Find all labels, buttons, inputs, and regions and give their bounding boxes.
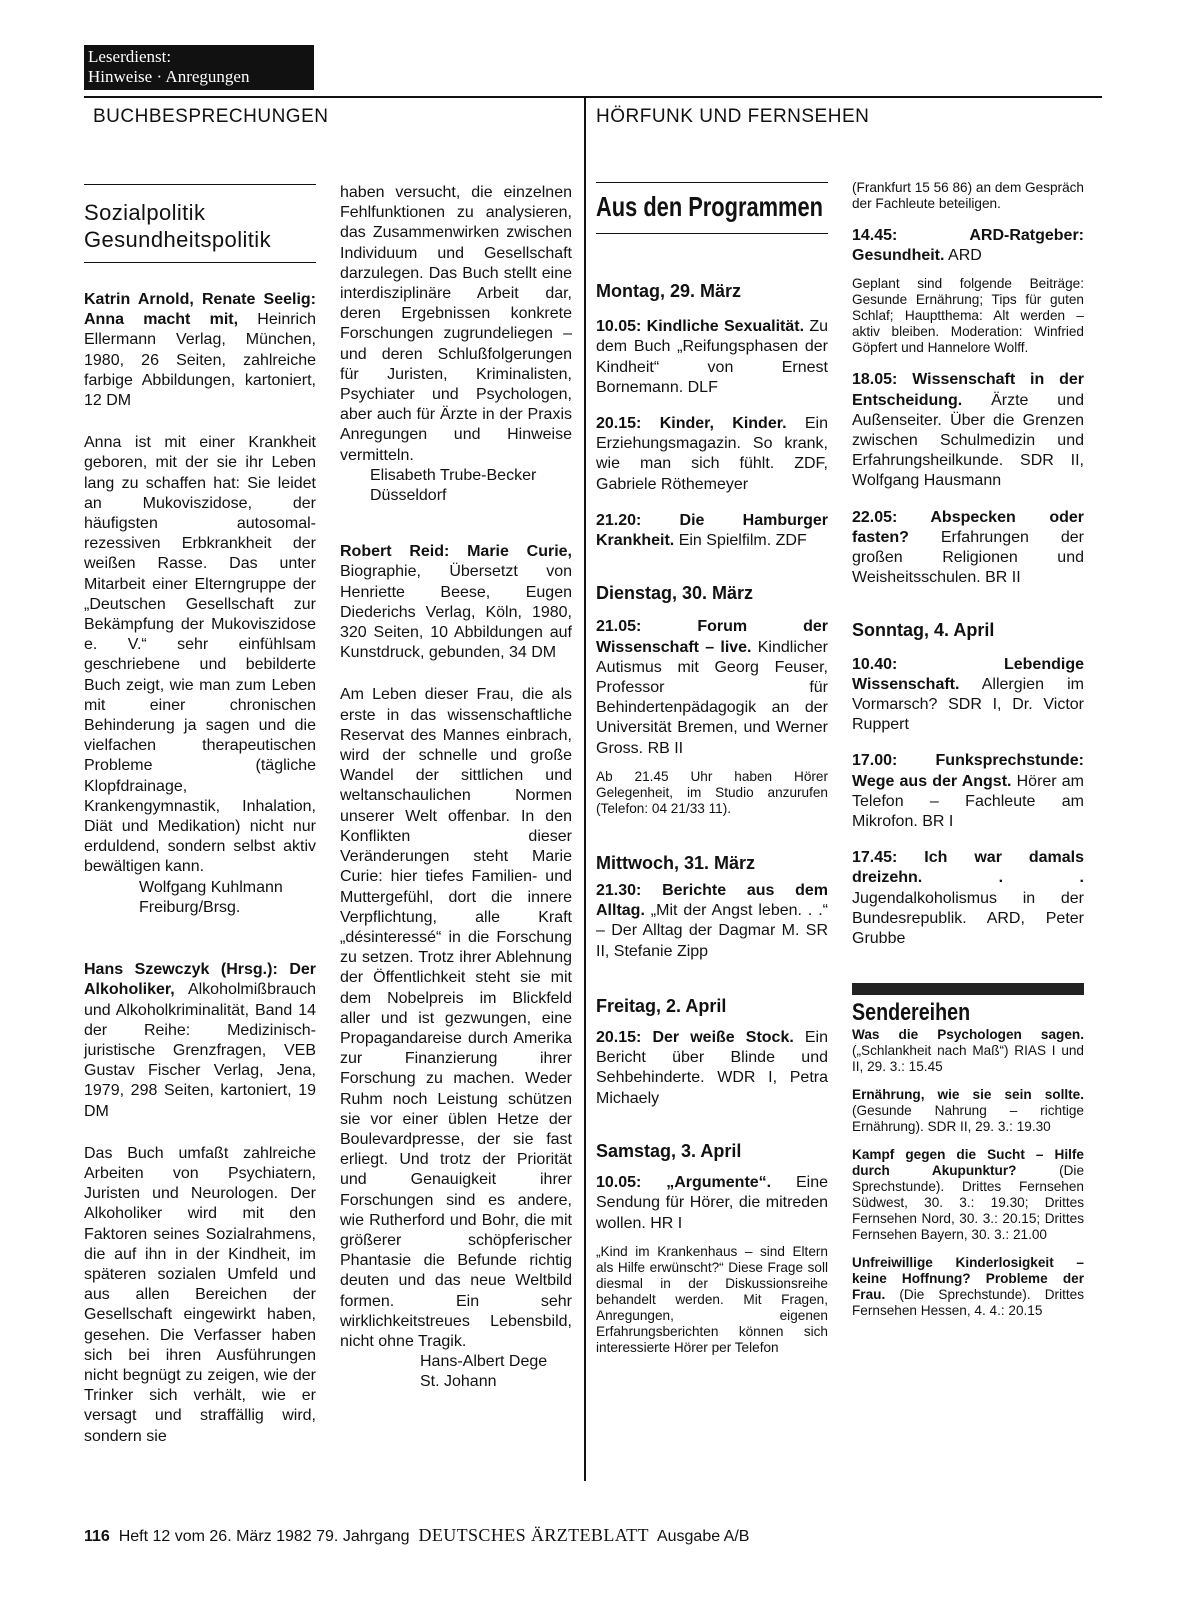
column-3	[596, 281, 828, 1356]
day-heading-monday: Montag, 29. März	[596, 281, 742, 301]
day-heading-sunday: Sonntag, 4. April	[852, 620, 995, 641]
book-2-details: Alkoholmißbrauch und Alkoholkriminalität, Band 14 der Reihe: Medizinisch-juristische Grenzfragen, VEB Gustav Fischer Verlag, Jena, 1979, 298 Seiten, kartoniert, 19 DM	[84, 981, 316, 1120]
book-1-review: Anna ist mit einer Krankheit geboren, mit der sie ihr Leben lang zu schaffen hat: Sie leidet an Mukoviszidose, der häufigsten autosomal-rezessiven Erbkrankheit der weißen Rasse. Das unter Mitarbeit einer Elterngruppe der „Deutschen Gesellschaft zur Bekämpfung der Mukoviszidose e. V.“ sehr einfühlsam geschriebene und bebilderte Buch zeigt, wie man zum Leben mit einer chronischen Behinderung ja sagen und die vielfachen therapeutischen Probleme (tägliche Klopfdrainage, Krankengymnastik, Inhalation, Diät und Medikation) nicht nur erduldend, sondern selbst aktiv bewältigen kann.	[84, 434, 316, 876]
book-1-details: Heinrich Ellermann Verlag, München, 1980, 26 Seiten, zahlreiche farbige Abbildungen, kartoniert, 12 DM	[84, 311, 316, 410]
programs-title: Aus den Programmen	[596, 191, 823, 222]
series-entry-title: Ernährung, wie sie sein sollte.	[852, 1087, 1084, 1103]
program-note: Geplant sind folgende Beiträge: Gesunde Ernährung; Tips für guten Schlaf; Hauptthema: Alt werden – aktiv bleiben. Moderation: Winfried Göpfert und Hannelore Wolff.	[852, 276, 1084, 356]
section-heading-books: BUCHBESPRECHUNGEN	[93, 106, 329, 127]
book-3-signature-place: St. Johann	[420, 1373, 497, 1391]
program-details: Ein Spielfilm. ZDF	[674, 532, 807, 550]
topic-rule-bottom	[84, 262, 316, 263]
program-entry	[852, 508, 1084, 589]
issue-info: Heft 12 vom 26. März 1982 79. Jahrgang	[118, 1528, 410, 1545]
series-entry-details: (Die Sprechstunde). Drittes Fernsehen Hessen, 4. 4.: 20.15	[852, 1287, 1084, 1319]
series-entry	[852, 1255, 1084, 1319]
book-3-details: Biographie, Übersetzt von Henriette Beese, Eugen Diederichs Verlag, Köln, 1980, 320 Seiten, 10 Abbildungen auf Kunstdruck, gebunden, 34 DM	[340, 563, 572, 662]
series-entry	[852, 1087, 1084, 1135]
program-details: „Mit der Angst leben. . .“ – Der Alltag der Dagmar M. SR II, Stefanie Zipp	[596, 902, 828, 960]
edition-info: Ausgabe A/B	[656, 1528, 750, 1545]
program-title: 21.30: Berichte aus dem Alltag.	[596, 882, 828, 920]
program-title: 20.15: Der weiße Stock.	[596, 1029, 794, 1047]
book-1-signature-name: Wolfgang Kuhlmann	[139, 878, 283, 896]
program-note-continued: (Frankfurt 15 56 86) an dem Gespräch der Fachleute beteiligen.	[852, 180, 1084, 211]
series-divider-bar	[852, 983, 1084, 995]
day-heading-saturday: Samstag, 3. April	[596, 1140, 742, 1161]
program-entry	[596, 1173, 828, 1234]
book-1-citation	[84, 290, 316, 411]
badge-line-2: Hinweise · Anregungen	[88, 67, 250, 86]
program-title: 21.05: Forum der Wissenschaft – live.	[596, 618, 828, 656]
program-title: 10.05: „Argumente“.	[596, 1174, 772, 1192]
center-divider	[584, 96, 586, 1481]
day-heading-wednesday: Mittwoch, 31. März	[596, 852, 756, 873]
topic-heading	[84, 199, 324, 253]
program-title: 20.15: Kinder, Kinder.	[596, 415, 787, 433]
series-entry-title: Was die Psychologen sagen.	[852, 1027, 1084, 1043]
badge-line-1: Leserdienst:	[88, 47, 172, 66]
programs-rule-bottom	[596, 233, 828, 234]
program-title: 18.05: Wissenschaft in der Entscheidung.	[852, 371, 1084, 409]
program-note: „Kind im Krankenhaus – sind Eltern als Hilfe erwünscht?“ Diese Frage soll diesmal in der Diskussionsreihe behandelt werden. Mit Fragen, Anregungen, eigenen Erfahrungsberichten können sich interessierte Hörer per Telefon	[596, 1243, 828, 1355]
book-2-review: Das Buch umfaßt zahlreiche Arbeiten von Psychiatern, Juristen und Neurologen. Der Alkoholiker wird mit den Faktoren seines Sozialrahmens, die auf ihn in der Kindheit, im späteren sozialen Umfeld und aus allen Bereichen der Gesellschaft eingewirkt haben, gesehen. Die Verfasser haben sich bei ihren Ausführungen nicht begnügt zu zeigen, wie der Trinker sich verhält, wie er versagt und straffällig wird, sondern sie	[84, 1144, 316, 1445]
program-entry	[852, 751, 1084, 832]
book-1-signature-place: Freiburg/Brsg.	[139, 898, 241, 916]
program-entry	[596, 1028, 828, 1109]
program-entry	[852, 370, 1084, 491]
program-entry	[596, 414, 828, 495]
book-2-signature-name: Elisabeth Trube-Becker	[370, 466, 537, 484]
program-details: Eine Sendung für Hörer, die mitreden wollen. HR I	[596, 1174, 828, 1232]
section-heading-broadcast: HÖRFUNK UND FERNSEHEN	[596, 106, 870, 127]
program-details: ARD	[944, 247, 982, 265]
section-badge	[84, 45, 314, 90]
programs-rule-top	[596, 182, 828, 183]
book-3-citation	[340, 542, 572, 663]
day-heading-tuesday: Dienstag, 30. März	[596, 583, 754, 604]
program-title: 14.45: ARD-Ratgeber: Gesundheit.	[852, 227, 1084, 265]
book-2-authors: Hans Szewczyk (Hrsg.): Der Alkoholiker,	[84, 961, 316, 999]
program-title: 10.05: Kindliche Sexualität.	[596, 318, 805, 336]
program-title: 17.45: Ich war damals dreizehn. . .	[852, 849, 1084, 887]
column-1	[84, 290, 316, 1447]
program-details: Zu dem Buch „Reifungsphasen der Kindheit“ von Ernest Bornemann. DLF	[596, 318, 828, 396]
program-details: Ärzte und Außenseiter. Über die Grenzen zwischen Schulmedizin und Erfahrungsheilkunde. SDR II, Wolfgang Hausmann	[852, 391, 1084, 490]
program-entry	[852, 226, 1084, 266]
program-title: 10.40: Lebendige Wissenschaft.	[852, 655, 1084, 693]
book-3-review: Am Leben dieser Frau, die als erste in das wissenschaftliche Reservat des Mannes einbrach, wird der schnelle und große Wandel der sittlichen und weltanschaulichen Normen unserer Welt offenbar. In den Konflikten dieser Veränderungen steht Marie Curie: hier tiefes Familien- und Muttergefühl, dort die innere Verpflichtung, alle Kraft „désinteressé“ in die Forschung zu setzen. Trotz ihrer Ablehnung der Öffentlichkeit steht sie mit dem Nobelpreis im Blickfeld aller und ist gezwungen, eine Propagandareise durch Amerika zur Finanzierung ihrer Forschung zu machen. Weder Ruhm noch Leistung schützen sie vor einer üblen Hetze der Boulevardpresse, der sie fast erliegt. Und trotz der Priorität und Genauigkeit ihrer Forschungen sind es andere, wie Rutherford und Bohr, die mit größerer schöpferischer Phantasie die Befunde richtig deuten und das neue Weltbild formen. Ein sehr wirklichkeitstreues Lebensbild, nicht ohne Tragik.	[340, 686, 572, 1350]
book-2-signature-place: Düsseldorf	[370, 487, 447, 505]
program-entry	[596, 617, 828, 758]
topic-line-2: Gesundheitspolitik	[84, 227, 271, 252]
book-1-authors: Katrin Arnold, Renate Seelig: Anna macht mit,	[84, 291, 316, 329]
program-entry	[596, 317, 828, 398]
series-entry	[852, 1147, 1084, 1243]
program-title: 21.20: Die Hamburger Krankheit.	[596, 511, 828, 550]
program-details: Ein Erziehungsmagazin. So krank, wie man sich fühlt. ZDF, Gabriele Röthemeyer	[596, 415, 828, 493]
column-2	[340, 183, 572, 1393]
series-entry-details: (Gesunde Nahrung – richtige Ernährung). SDR II, 29. 3.: 19.30	[852, 1103, 1084, 1135]
program-entry	[852, 848, 1084, 949]
book-3-signature-name: Hans-Albert Dege	[420, 1353, 548, 1371]
series-entry-details: („Schlankheit nach Maß“) RIAS I und II, 29. 3.: 15.45	[852, 1043, 1084, 1075]
program-entry	[596, 511, 828, 551]
program-details: Erfahrungen der großen Religionen und Weisheitsschulen. BR II	[852, 528, 1084, 587]
program-title: 17.00: Funksprechstunde: Wege aus der Angst.	[852, 752, 1084, 790]
page-number: 116	[84, 1528, 110, 1545]
program-details: Allergien im Vormarsch? SDR I, Dr. Victor Ruppert	[852, 675, 1084, 734]
program-details: Ein Bericht über Blinde und Sehbehinderte. WDR I, Petra Michaely	[596, 1029, 828, 1107]
program-details: Hörer am Telefon – Fachleute am Mikrofon. BR I	[852, 772, 1084, 831]
program-details: Jugendalkoholismus in der Bundesrepublik. ARD, Peter Grubbe	[852, 889, 1084, 948]
topic-rule-top	[84, 184, 316, 185]
series-entry-details: (Die Sprechstunde). Drittes Fernsehen Südwest, 30. 3.: 19.30; Drittes Fernsehen Nord, 30. 3.: 20.15; Drittes Fernsehen Bayern, 30. 3.: 21.00	[852, 1163, 1084, 1243]
book-2-review-continued: haben versucht, die einzelnen Fehlfunktionen zu analysieren, das Zusammenwirken zwischen Individuum und Gesellschaft darzulegen. Das Buch stellt eine interdisziplinäre Arbeit dar, deren Ergebnissen konkrete Forschungen zugrundeliegen – und deren Schlußfolgerungen für Juristen, Kriminalisten, Psychiater und Psychologen, aber auch für Ärzte in der Praxis Anregungen und Hinweise vermitteln.	[340, 184, 572, 464]
series-entry-title: Unfreiwillige Kinderlosigkeit – keine Hoffnung? Probleme der Frau.	[852, 1255, 1084, 1303]
day-heading-friday: Freitag, 2. April	[596, 995, 727, 1016]
program-note: Ab 21.45 Uhr haben Hörer Gelegenheit, im Studio anzurufen (Telefon: 04 21/33 11).	[596, 768, 828, 816]
program-entry	[596, 881, 828, 962]
series-entry	[852, 1027, 1084, 1075]
top-rule	[84, 96, 1102, 98]
program-entry	[852, 655, 1084, 736]
book-3-authors: Robert Reid: Marie Curie,	[340, 543, 572, 561]
book-2-citation	[84, 960, 316, 1122]
magazine-name: DEUTSCHES ÄRZTEBLATT	[418, 1525, 649, 1545]
series-entry-title: Kampf gegen die Sucht – Hilfe durch Akupunktur?	[852, 1147, 1084, 1179]
page-footer	[84, 1525, 749, 1546]
series-title: Sendereihen	[852, 999, 971, 1027]
column-4	[852, 180, 1084, 1319]
program-title: 22.05: Abspecken oder fasten?	[852, 508, 1084, 546]
topic-line-1: Sozialpolitik	[84, 200, 206, 225]
program-details: Kindlicher Autismus mit Georg Feuser, Professor für Behindertenpädagogik an der Universität Bremen, und Werner Gross. RB II	[596, 638, 829, 757]
